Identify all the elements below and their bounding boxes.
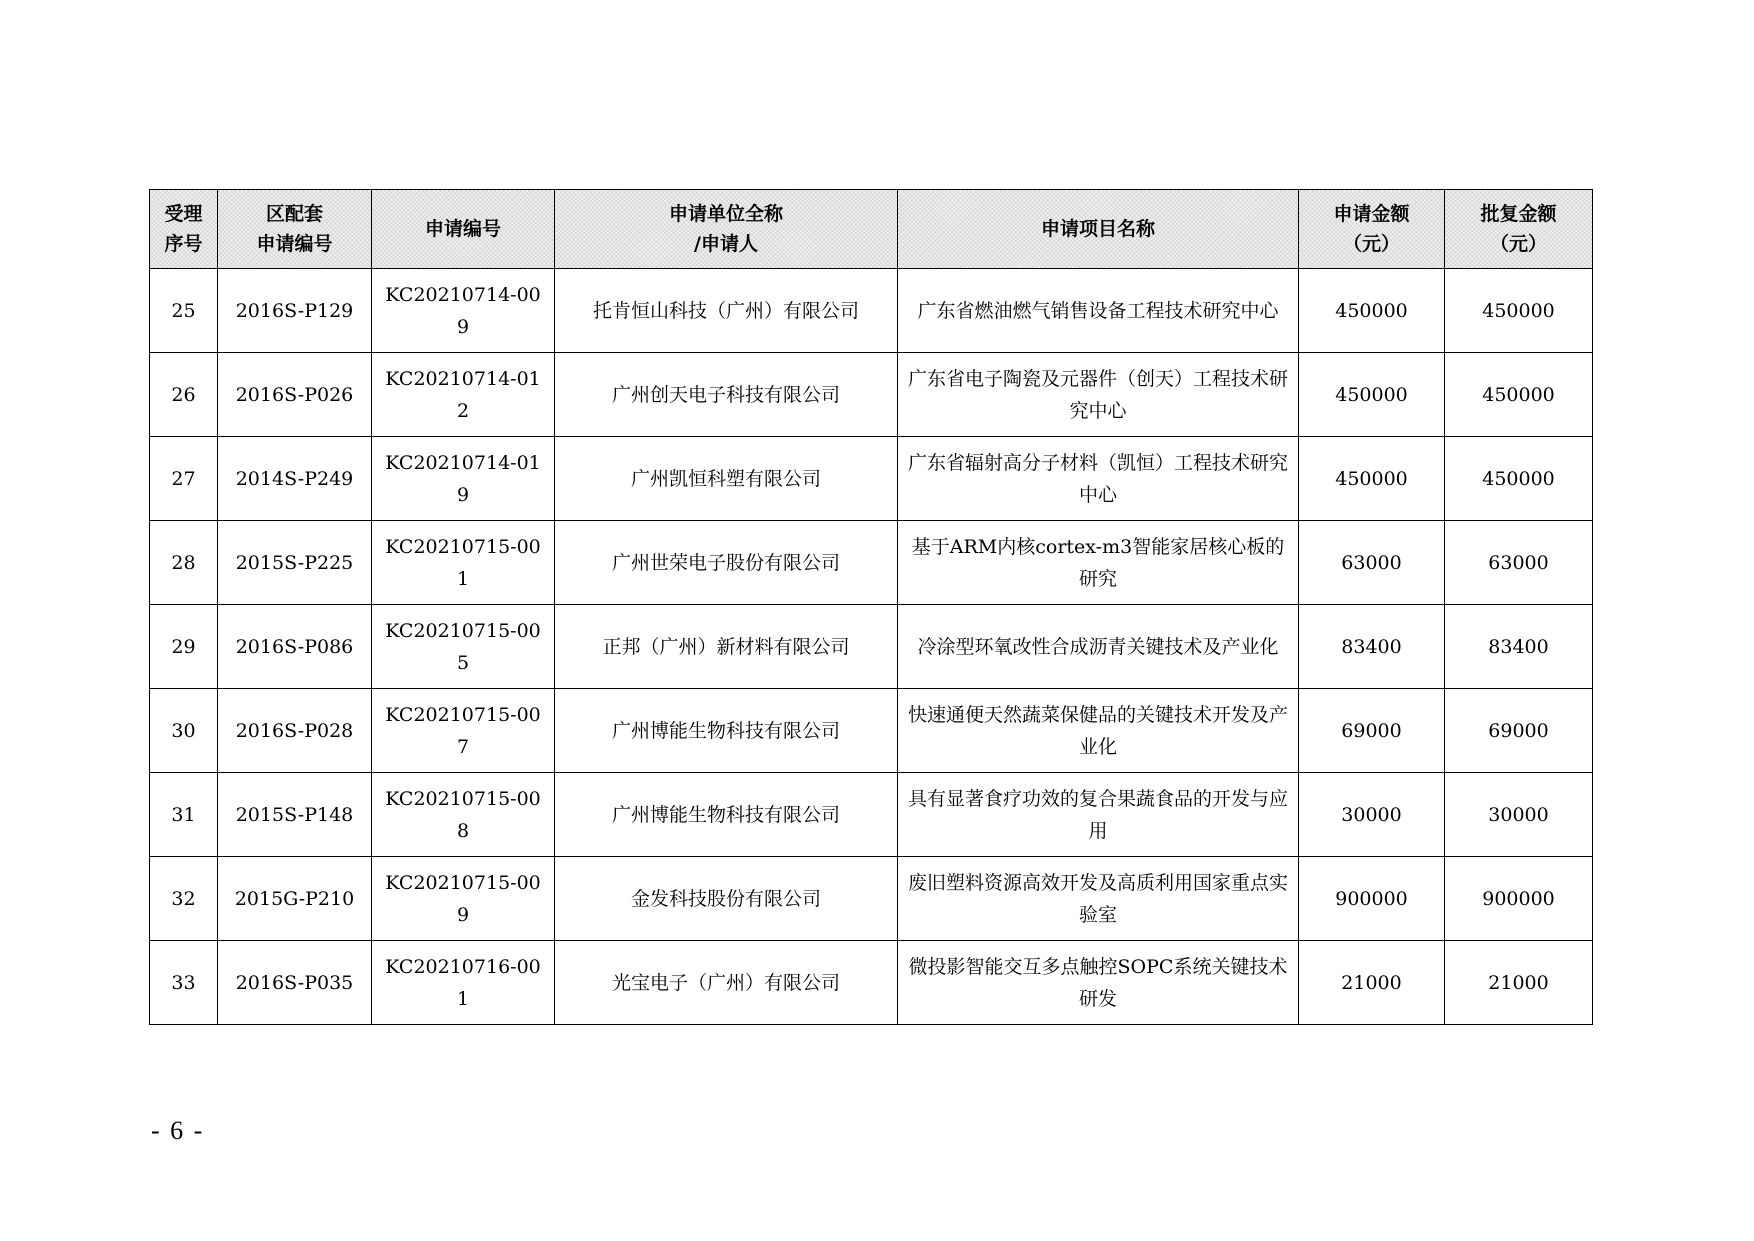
cell-requested-amount: 900000 [1299,857,1445,941]
header-serial-no: 受理 序号 [150,190,218,269]
header-applicant: 申请单位全称 /申请人 [555,190,898,269]
cell-approved-amount: 900000 [1445,857,1593,941]
approval-table-container [149,189,1592,1025]
cell-applicant: 光宝电子（广州）有限公司 [555,941,898,1025]
cell-serial-no: 28 [150,521,218,605]
cell-project-name: 废旧塑料资源高效开发及高质利用国家重点实验室 [898,857,1299,941]
table-row [150,773,1593,857]
cell-applicant: 托肯恒山科技（广州）有限公司 [555,269,898,353]
cell-serial-no: 26 [150,353,218,437]
cell-district-application-no: 2016S-P086 [218,605,372,689]
cell-serial-no: 30 [150,689,218,773]
cell-approved-amount: 450000 [1445,269,1593,353]
cell-project-name: 快速通便天然蔬菜保健品的关键技术开发及产业化 [898,689,1299,773]
table-row [150,437,1593,521]
table-header-row [150,190,1593,269]
cell-application-no: KC20210714-012 [372,353,555,437]
approval-table [149,189,1593,1025]
cell-serial-no: 31 [150,773,218,857]
cell-project-name: 具有显著食疗功效的复合果蔬食品的开发与应用 [898,773,1299,857]
cell-application-no: KC20210715-001 [372,521,555,605]
cell-approved-amount: 450000 [1445,353,1593,437]
cell-requested-amount: 21000 [1299,941,1445,1025]
cell-district-application-no: 2014S-P249 [218,437,372,521]
cell-serial-no: 29 [150,605,218,689]
cell-district-application-no: 2015G-P210 [218,857,372,941]
cell-applicant: 正邦（广州）新材料有限公司 [555,605,898,689]
cell-approved-amount: 21000 [1445,941,1593,1025]
cell-approved-amount: 30000 [1445,773,1593,857]
cell-approved-amount: 450000 [1445,437,1593,521]
header-requested-amount: 申请金额 （元） [1299,190,1445,269]
cell-approved-amount: 83400 [1445,605,1593,689]
table-row [150,269,1593,353]
table-row [150,521,1593,605]
cell-district-application-no: 2016S-P026 [218,353,372,437]
cell-applicant: 广州博能生物科技有限公司 [555,689,898,773]
cell-project-name: 广东省辐射高分子材料（凯恒）工程技术研究中心 [898,437,1299,521]
cell-project-name: 广东省燃油燃气销售设备工程技术研究中心 [898,269,1299,353]
cell-project-name: 微投影智能交互多点触控SOPC系统关键技术研发 [898,941,1299,1025]
cell-application-no: KC20210715-005 [372,605,555,689]
cell-requested-amount: 63000 [1299,521,1445,605]
header-approved-amount: 批复金额 （元） [1445,190,1593,269]
table-row [150,689,1593,773]
table-body [150,269,1593,1025]
cell-applicant: 金发科技股份有限公司 [555,857,898,941]
cell-approved-amount: 69000 [1445,689,1593,773]
header-application-no: 申请编号 [372,190,555,269]
cell-district-application-no: 2015S-P148 [218,773,372,857]
table-row [150,605,1593,689]
cell-serial-no: 33 [150,941,218,1025]
cell-district-application-no: 2016S-P129 [218,269,372,353]
cell-requested-amount: 450000 [1299,437,1445,521]
cell-project-name: 广东省电子陶瓷及元器件（创天）工程技术研究中心 [898,353,1299,437]
cell-applicant: 广州博能生物科技有限公司 [555,773,898,857]
cell-requested-amount: 69000 [1299,689,1445,773]
cell-application-no: KC20210714-019 [372,437,555,521]
cell-district-application-no: 2016S-P028 [218,689,372,773]
cell-application-no: KC20210715-009 [372,857,555,941]
cell-requested-amount: 83400 [1299,605,1445,689]
cell-serial-no: 25 [150,269,218,353]
cell-approved-amount: 63000 [1445,521,1593,605]
cell-application-no: KC20210715-007 [372,689,555,773]
table-row [150,941,1593,1025]
table-row [150,353,1593,437]
cell-district-application-no: 2015S-P225 [218,521,372,605]
cell-project-name: 基于ARM内核cortex-m3智能家居核心板的研究 [898,521,1299,605]
cell-application-no: KC20210716-001 [372,941,555,1025]
page-number: - 6 - [151,1116,205,1145]
cell-applicant: 广州世荣电子股份有限公司 [555,521,898,605]
cell-requested-amount: 450000 [1299,269,1445,353]
cell-requested-amount: 30000 [1299,773,1445,857]
cell-applicant: 广州创天电子科技有限公司 [555,353,898,437]
cell-application-no: KC20210714-009 [372,269,555,353]
cell-applicant: 广州凯恒科塑有限公司 [555,437,898,521]
header-district-application-no: 区配套 申请编号 [218,190,372,269]
cell-serial-no: 27 [150,437,218,521]
cell-application-no: KC20210715-008 [372,773,555,857]
cell-project-name: 冷涂型环氧改性合成沥青关键技术及产业化 [898,605,1299,689]
table-row [150,857,1593,941]
cell-district-application-no: 2016S-P035 [218,941,372,1025]
cell-serial-no: 32 [150,857,218,941]
header-project-name: 申请项目名称 [898,190,1299,269]
cell-requested-amount: 450000 [1299,353,1445,437]
